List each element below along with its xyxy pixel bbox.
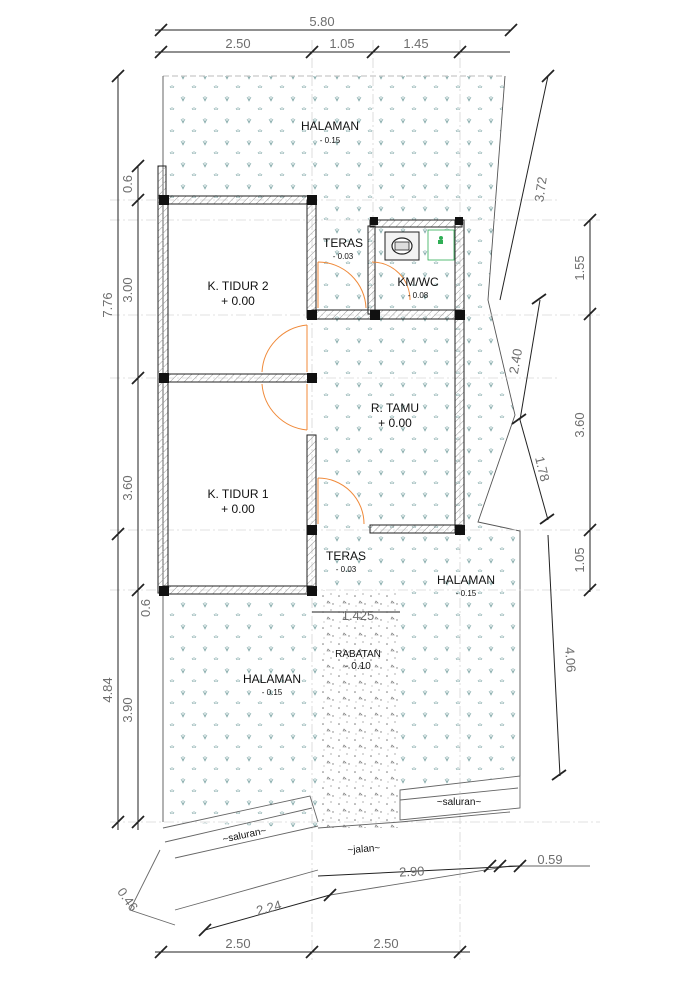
- room-k-tidur-1: K. TIDUR 1: [207, 487, 269, 501]
- dim-right-teras: 1.05: [572, 547, 587, 573]
- level-kmwc: - 0.08: [407, 291, 429, 300]
- dim-bottom-046: 0.46: [114, 884, 142, 915]
- dim-right-tamu: 3.60: [572, 412, 587, 438]
- dim-top-seg3: 1.45: [403, 36, 429, 51]
- dim-bottom-059: 0.59: [537, 852, 563, 867]
- dim-right-kmwc: 1.55: [572, 255, 587, 281]
- dim-left-total-lower: 4.84: [100, 677, 115, 703]
- dim-left-lower-wall: 0.6: [138, 598, 153, 618]
- dim-right-slant-top: 3.72: [531, 175, 550, 203]
- toilet-icon: [385, 232, 419, 260]
- dim-bottom-seg2: 2.50: [373, 936, 399, 951]
- level-k-tidur-1: + 0.00: [221, 502, 255, 516]
- dim-top-total: 5.80: [309, 14, 335, 29]
- room-rabatan: RABATAN: [335, 649, 381, 660]
- dim-top-seg2: 1.05: [329, 36, 355, 51]
- room-halaman-left: HALAMAN: [242, 672, 302, 686]
- dim-left-total-upper: 7.76: [100, 292, 115, 318]
- dim-top-seg1: 2.50: [225, 36, 251, 51]
- dim-bottom-290: 2.90: [398, 863, 425, 880]
- level-teras-top: - 0.03: [332, 252, 354, 261]
- dim-rabatan-width: 1.425: [341, 608, 375, 623]
- level-r-tamu: + 0.00: [378, 416, 412, 430]
- level-k-tidur-2: + 0.00: [221, 294, 255, 308]
- dim-left-upper-wall: 0.6: [120, 174, 135, 194]
- level-halaman-left: - 0.15: [261, 688, 283, 697]
- room-teras-bottom: TERAS: [325, 549, 367, 563]
- dim-right-slant-178: 1.78: [532, 454, 553, 484]
- water-basin-icon: [428, 230, 454, 260]
- site-boundary: [163, 76, 520, 828]
- room-teras-top: TERAS: [322, 236, 364, 250]
- level-halaman-top: - 0.15: [319, 136, 341, 145]
- level-halaman-right: - 0.15: [455, 589, 477, 598]
- room-halaman-top: HALAMAN: [300, 119, 360, 133]
- label-saluran-left: ~saluran~: [221, 825, 268, 846]
- label-jalan: ~jalan~: [347, 842, 381, 857]
- dim-left-k2: 3.00: [120, 277, 135, 303]
- dim-bottom-diag: 2.24: [254, 897, 284, 919]
- room-kmwc: KM/WC: [397, 275, 439, 289]
- dim-right-lower: 4.06: [562, 646, 579, 673]
- dim-left-halaman: 3.90: [120, 697, 135, 723]
- label-saluran-right: ~saluran~: [436, 797, 482, 808]
- level-rabatan: - 0.10: [345, 661, 371, 672]
- room-k-tidur-2: K. TIDUR 2: [207, 279, 269, 293]
- dim-left-k1: 3.60: [120, 475, 135, 501]
- level-teras-bottom: - 0.03: [335, 565, 357, 574]
- room-r-tamu: R. TAMU: [370, 401, 420, 415]
- dim-right-slant-240: 2.40: [505, 347, 526, 375]
- dim-bottom-seg1: 2.50: [225, 936, 251, 951]
- room-halaman-right: HALAMAN: [436, 573, 496, 587]
